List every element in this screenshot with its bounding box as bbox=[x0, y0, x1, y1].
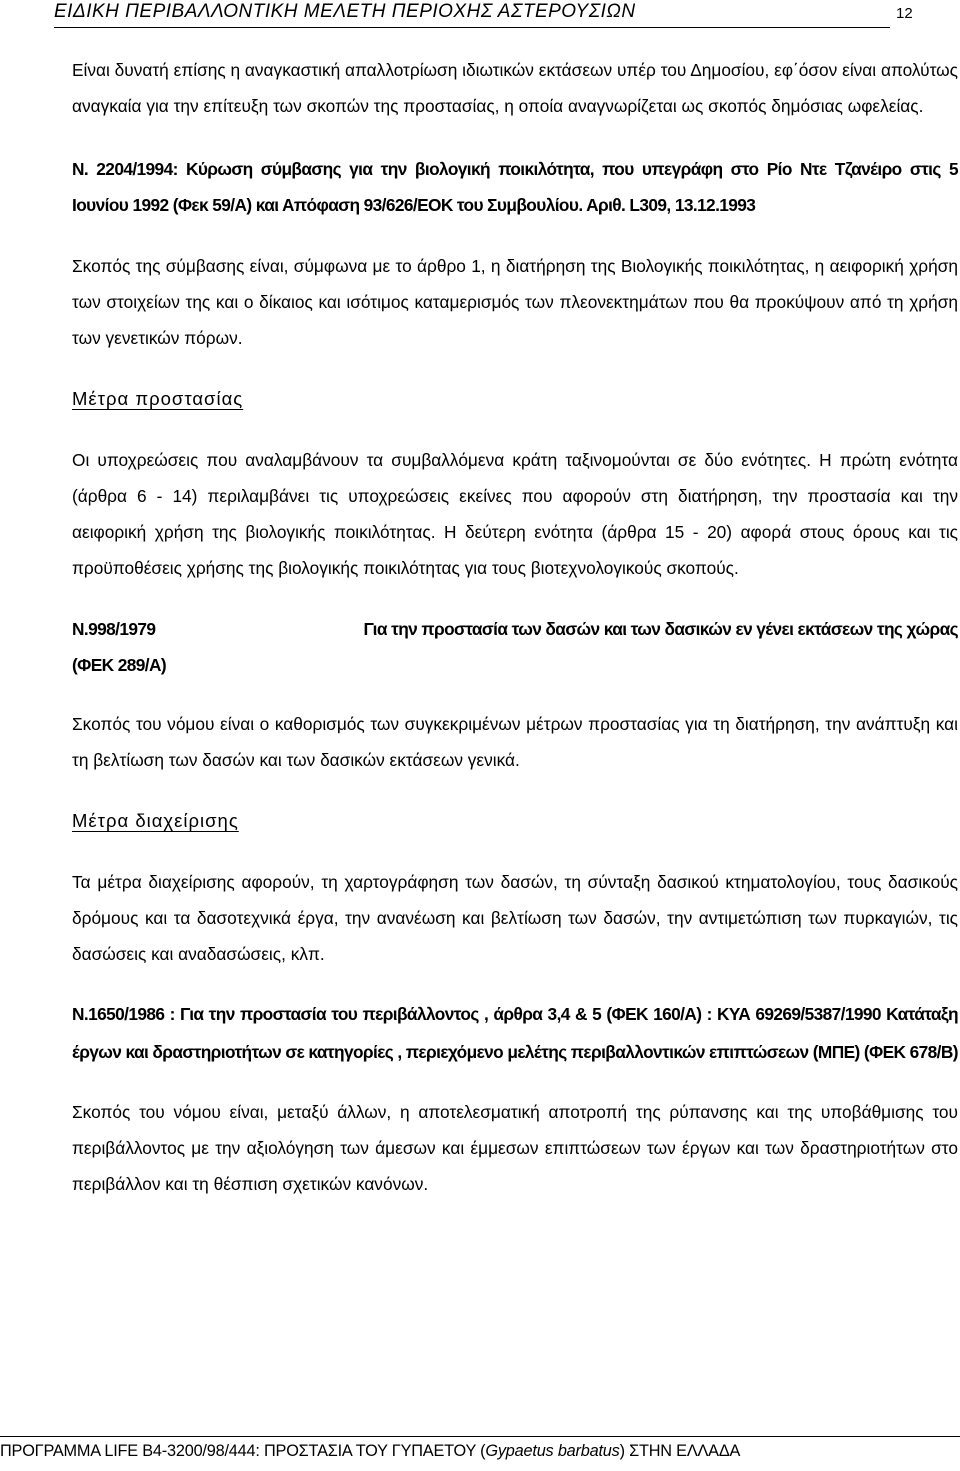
page-number: 12 bbox=[896, 5, 913, 22]
protection-measures-heading: Μέτρα προστασίας bbox=[72, 388, 244, 409]
intro-paragraph: Είναι δυνατή επίσης η αναγκαστική απαλλοτρίωση ιδιωτικών εκτάσεων υπέρ του Δημοσίου, εφ΄όσον είναι απολύτως αναγκαία για την επίτευξη των σκοπών της προστασίας, η οποία αναγνωρίζεται ως σκοπός δημόσιας ωφελείας. bbox=[72, 60, 958, 116]
footer-text bbox=[0, 1442, 740, 1461]
law-998-heading bbox=[72, 611, 958, 647]
page-footer bbox=[0, 1436, 960, 1471]
protection-measures-text: Οι υποχρεώσεις που αναλαμβάνουν τα συμβαλλόμενα κράτη ταξινομούνται σε δύο ενότητες. Η πρώτη ενότητα (άρθρα 6 - 14) περιλαμβάνει τις υποχρεώσεις εκείνες που αφορούν στη διατήρηση, την προστασία και την αειφορική χρήση της βιολογικής ποικιλότητας. Η δεύτερη ενότητα (άρθρα 15 - 20) αφορά στους όρους και τις προϋποθέσεις χρήσης της βιολογικής ποικιλότητας για τους βιοτεχνολογικούς σκοπούς. bbox=[72, 450, 958, 578]
law-998-text: Σκοπός του νόμου είναι ο καθορισμός των συγκεκριμένων μέτρων προστασίας για τη διατήρηση, την ανάπτυξη και τη βελτίωση των δασών και των δασικών εκτάσεων γενικά. bbox=[72, 714, 958, 770]
law-998-fek: (ΦΕΚ 289/Α) bbox=[72, 655, 167, 675]
footer-text-before: ΠΡΟΓΡΑΜΜΑ LIFE B4-3200/98/444: ΠΡΟΣΤΑΣΙΑ ΤΟΥ ΓΥΠΑΕΤΟΥ ( bbox=[0, 1442, 486, 1460]
law-998-label: Ν.998/1979 bbox=[72, 619, 156, 639]
management-measures-text: Τα μέτρα διαχείρισης αφορούν, τη χαρτογράφηση των δασών, τη σύνταξη δασικού κτηματολογίου, τους δασικούς δρόμους και τα δασοτεχνικά έργα, την ανανέωση και βελτίωση των δασών, την αντιμετώπιση των πυρκαγιών, τις δασώσεις και αναδασώσεις, κλπ. bbox=[72, 872, 958, 964]
law-2204-text: Σκοπός της σύμβασης είναι, σύμφωνα με το άρθρο 1, η διατήρηση της Βιολογικής ποικιλότητας, η αειφορική χρήση των στοιχείων της και ο δίκαιος και ισότιμος καταμερισμός των πλεονεκτημάτων που θα προκύψουν από τη χρήση των γενετικών πόρων. bbox=[72, 256, 958, 348]
law-1650-text: Σκοπός του νόμου είναι, μεταξύ άλλων, η αποτελεσματική αποτροπή της ρύπανσης και της υποβάθμισης του περιβάλλοντος με την αξιολόγηση των άμεσων και έμμεσων επιπτώσεων των έργων και των δραστηριοτήτων στο περιβάλλον και τη θέσπιση σχετικών κανόνων. bbox=[72, 1102, 958, 1194]
footer-species: Gypaetus barbatus bbox=[485, 1442, 620, 1460]
law-2204-heading: Ν. 2204/1994: Κύρωση σύμβασης για την βιολογική ποικιλότητα, που υπεγράφη στο Ρίο Ντε Τζανέιρο στις 5 Ιουνίου 1992 (Φεκ 59/Α) και Απόφαση 93/626/ΕΟΚ του Συμβουλίου. Αριθ. L309, 13.12.1993 bbox=[72, 159, 958, 215]
footer-text-after: ) ΣΤΗΝ ΕΛΛΑΔΑ bbox=[619, 1442, 741, 1460]
management-measures-heading: Μέτρα διαχείρισης bbox=[72, 810, 239, 831]
page-header bbox=[54, 0, 890, 28]
law-1650-heading: Ν.1650/1986 : Για την προστασία του περιβάλλοντος , άρθρα 3,4 & 5 (ΦΕΚ 160/Α) : ΚΥΑ 69269/5387/1990 Κατάταξη έργων και δραστηριοτήτων σε κατηγορίες , περιεχόμενο μελέτης περιβαλλοντικών επιπτώσεων (ΜΠΕ) (ΦΕΚ 678/Β) bbox=[72, 1004, 958, 1062]
law-998-title: Για την προστασία των δασών και των δασικών εν γένει εκτάσεων της χώρας bbox=[363, 619, 958, 639]
header-title: ΕΙΔΙΚΗ ΠΕΡΙΒΑΛΛΟΝΤΙΚΗ ΜΕΛΕΤΗ ΠΕΡΙΟΧΗΣ ΑΣΤΕΡΟΥΣΙΩΝ bbox=[54, 1, 636, 22]
document-body bbox=[72, 52, 958, 1202]
